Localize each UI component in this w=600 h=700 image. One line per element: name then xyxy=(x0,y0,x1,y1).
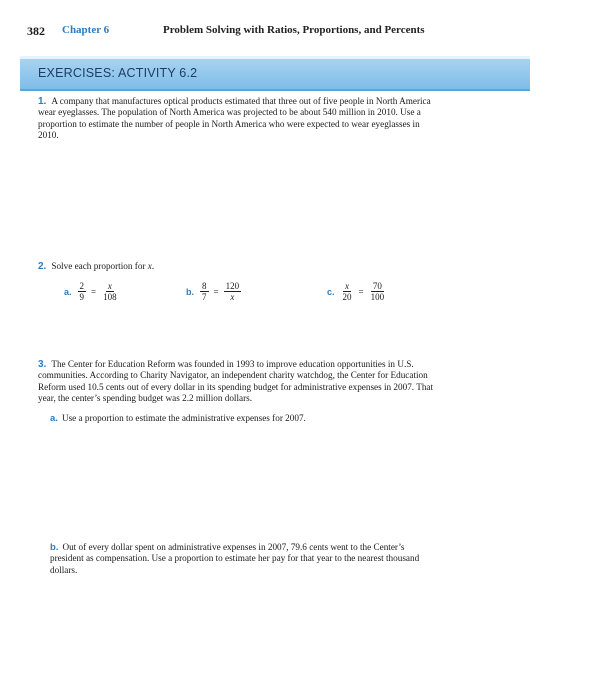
fraction-denominator: x xyxy=(230,292,235,302)
exercise-2-variable: x xyxy=(147,261,152,271)
exercise-3a-label: a. xyxy=(50,413,58,424)
fraction-numerator: 120 xyxy=(225,281,240,291)
fraction-numerator: x xyxy=(345,281,350,291)
exercise-3a xyxy=(50,413,306,424)
proportion-b-left-fraction xyxy=(200,281,209,302)
proportion-c-left-fraction xyxy=(341,281,354,302)
equals-sign: = xyxy=(213,286,219,297)
exercise-1-text: A company that manufactures optical products estimated that three out of five people in North America wear eyeglasses. The population of North America was projected to be about 540 million in 2010. Use a proportion to estimate the number of people in North America who were expected to wear eyeglasses in 2010. xyxy=(38,96,431,141)
proportion-a-left-fraction xyxy=(78,281,87,302)
exercise-2 xyxy=(38,261,154,272)
fraction-numerator: x xyxy=(107,281,112,291)
fraction-denominator: 100 xyxy=(370,292,385,302)
exercise-2-text-post: . xyxy=(151,261,155,271)
exercise-3b-label: b. xyxy=(50,542,59,553)
fraction-denominator: 20 xyxy=(342,292,352,302)
fraction-denominator: 9 xyxy=(79,292,85,302)
chapter-label: Chapter 6 xyxy=(62,24,110,36)
proportion-a-label: a. xyxy=(64,286,72,297)
page-number: 382 xyxy=(27,24,45,38)
proportion-c xyxy=(327,281,388,302)
fraction-denominator: 108 xyxy=(103,292,117,302)
exercise-1 xyxy=(38,96,438,142)
fraction-denominator: 7 xyxy=(202,292,207,302)
proportion-c-right-fraction xyxy=(369,281,387,302)
proportion-c-label: c. xyxy=(327,286,335,297)
exercise-3-text: The Center for Education Reform was founded in 1993 to improve education opportunities in U.S. communities. According to Charity Navigator, an independent charity watchdog, the Center for Education Reform used 10.5 cents out of every dollar in its spending budget for administrative expenses in 2007. That year, the center’s spending budget was 2.2 million dollars. xyxy=(38,359,434,404)
running-title: Problem Solving with Ratios, Proportions, and Percents xyxy=(163,24,425,36)
exercise-3-number: 3. xyxy=(38,359,47,370)
fraction-numerator: 8 xyxy=(202,281,207,291)
exercise-2-text-pre: Solve each proportion for xyxy=(51,261,148,271)
exercise-3a-text: Use a proportion to estimate the administrative expenses for 2007. xyxy=(61,413,306,423)
equals-sign: = xyxy=(358,286,364,297)
exercise-1-number: 1. xyxy=(38,96,47,107)
proportion-b-label: b. xyxy=(186,286,194,297)
exercise-3b xyxy=(50,542,440,576)
proportion-b xyxy=(186,281,243,302)
exercise-3b-text: Out of every dollar spent on administrative expenses in 2007, 79.6 cents went to the Center’s president as compensation. Use a proportion to estimate her pay for that year to the nearest thousand dollars. xyxy=(50,542,420,575)
exercise-3 xyxy=(38,359,438,405)
proportion-a-right-fraction xyxy=(101,281,119,302)
exercise-2-number: 2. xyxy=(38,261,47,272)
proportion-a xyxy=(64,281,121,302)
equals-sign: = xyxy=(91,286,97,297)
proportion-b-right-fraction xyxy=(224,281,242,302)
fraction-numerator: 2 xyxy=(79,281,85,291)
banner-title: EXERCISES: ACTIVITY 6.2 xyxy=(38,66,198,80)
fraction-numerator: 70 xyxy=(372,281,382,291)
